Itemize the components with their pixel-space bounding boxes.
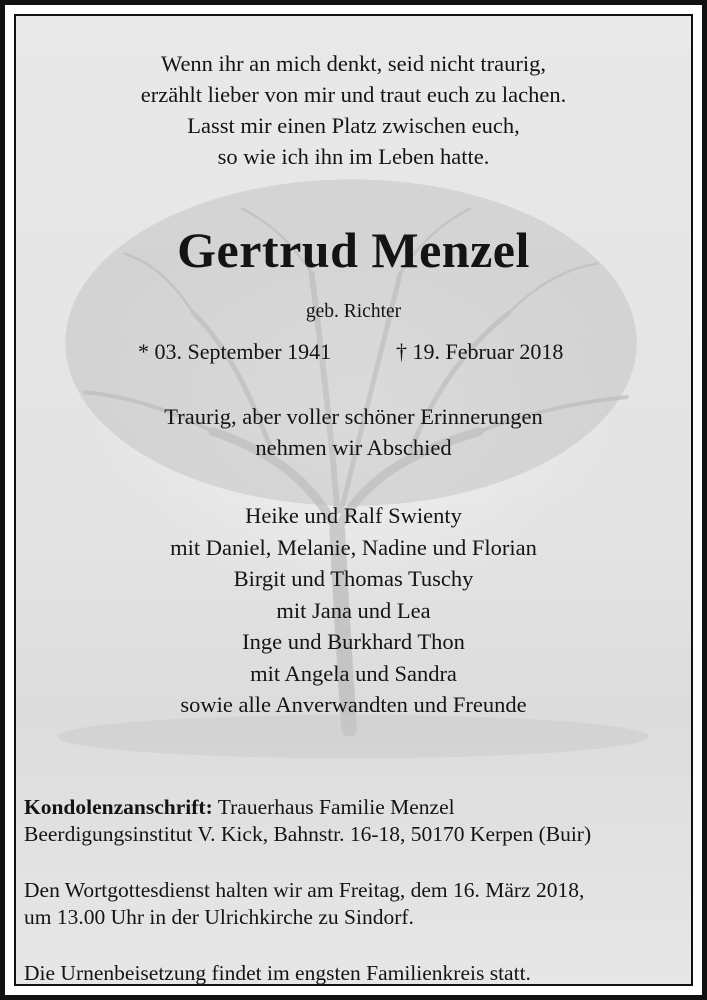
maiden-name: geb. Richter: [305, 301, 402, 322]
poem-line: erzählt lieber von mir und traut euch zu lachen.: [140, 82, 567, 107]
mourners-list: [16, 500, 691, 721]
condolence-label: Kondolenzanschrift:: [24, 795, 213, 819]
farewell-line: Traurig, aber voller schöner Erinnerungen: [164, 404, 543, 429]
deceased-name: Gertrud Menzel: [177, 222, 530, 278]
mourner-line: sowie alle Anverwandten und Freunde: [180, 692, 527, 717]
poem-line: Wenn ihr an mich denkt, seid nicht traurig,: [161, 51, 546, 76]
mourner-line: Inge und Burkhard Thon: [242, 629, 465, 654]
death-date: † 19. Februar 2018: [396, 339, 564, 364]
notice-background: [14, 14, 693, 986]
mourner-line: Heike und Ralf Swienty: [245, 503, 462, 528]
service-line: Den Wortgottesdienst halten wir am Freitag, dem 16. März 2018,: [24, 878, 585, 902]
mourner-line: mit Daniel, Melanie, Nadine und Florian: [170, 534, 537, 560]
urn-burial-note: Die Urnenbeisetzung findet im engsten Familienkreis statt.: [24, 961, 531, 985]
condolence-line1: Trauerhaus Familie Menzel: [217, 795, 455, 819]
birth-date: * 03. September 1941: [138, 339, 332, 364]
poem-line: Lasst mir einen Platz zwischen euch,: [187, 113, 520, 138]
poem: [16, 48, 691, 172]
condolence-address: [24, 794, 591, 848]
mourner-line: Birgit und Thomas Tuschy: [233, 566, 474, 591]
mourner-line: mit Angela und Sandra: [250, 660, 457, 686]
farewell-line: nehmen wir Abschied: [255, 435, 452, 460]
service-info: [24, 877, 584, 931]
service-line: um 13.00 Uhr in der Ulrichkirche zu Sindorf.: [24, 905, 414, 929]
mourner-line: mit Jana und Lea: [276, 597, 431, 623]
farewell-text: [16, 401, 691, 463]
poem-line: so wie ich ihn im Leben hatte.: [217, 144, 490, 169]
condolence-line2: Beerdigungsinstitut V. Kick, Bahnstr. 16-18, 50170 Kerpen (Buir): [24, 822, 592, 846]
